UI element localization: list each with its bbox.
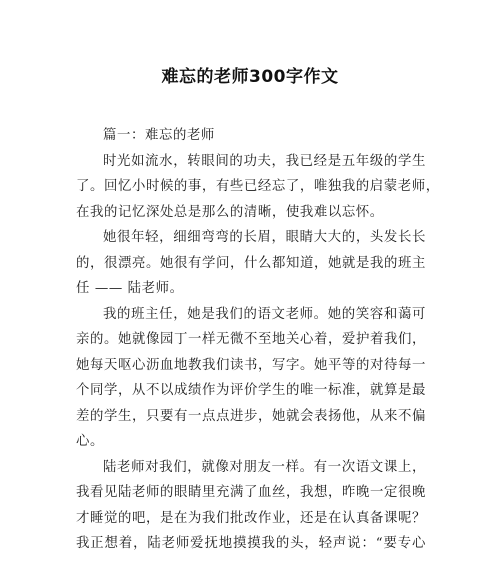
text-line: 时光如流水，转眼间的功夫，我已经是五年级的学生 xyxy=(103,153,426,169)
text-line: 任 —— 陆老师。 xyxy=(76,281,184,296)
text-line: 我的班主任，她是我们的语文老师。她的笑容和蔼可 xyxy=(103,306,426,322)
text-line: 她每天呕心沥血地教我们读书，写字。她平等的对待每一 xyxy=(76,357,426,373)
text-line: 在我的记忆深处总是那么的清晰，使我难以忘怀。 xyxy=(76,204,384,220)
text-line: 的，很漂亮。她很有学问，什么都知道，她就是我的班主 xyxy=(76,255,426,271)
text-line: 她很年轻，细细弯弯的长眉，眼睛大大的，头发长长 xyxy=(103,230,426,245)
text-line: 了。回忆小时候的事，有些已经忘了，唯独我的启蒙老师， xyxy=(76,179,440,194)
text-line: 个同学，从不以成绩作为评价学生的唯一标准，就算是最 xyxy=(76,383,426,398)
text-line: 陆老师对我们，就像对朋友一样。有一次语文课上， xyxy=(103,459,426,475)
document-body xyxy=(76,123,440,557)
text-line: 才睡觉的吧，是在为我们批改作业，还是在认真备课呢？ xyxy=(76,510,426,526)
document-title: 难忘的老师300字作文 xyxy=(161,67,339,87)
text-line: 亲的。她就像园丁一样无微不至地关心着，爱护着我们， xyxy=(76,332,426,347)
text-line: 心。 xyxy=(76,434,104,449)
text-line: 我正想着，陆老师爱抚地摸摸我的头，轻声说：“要专心 xyxy=(76,536,426,551)
text-line: 差的学生，只要有一点点进步，她就会表扬他，从来不偏 xyxy=(76,408,426,424)
text-line: 篇一：难忘的老师 xyxy=(103,128,215,143)
text-line: 我看见陆老师的眼睛里充满了血丝，我想，昨晚一定很晚 xyxy=(76,485,426,500)
